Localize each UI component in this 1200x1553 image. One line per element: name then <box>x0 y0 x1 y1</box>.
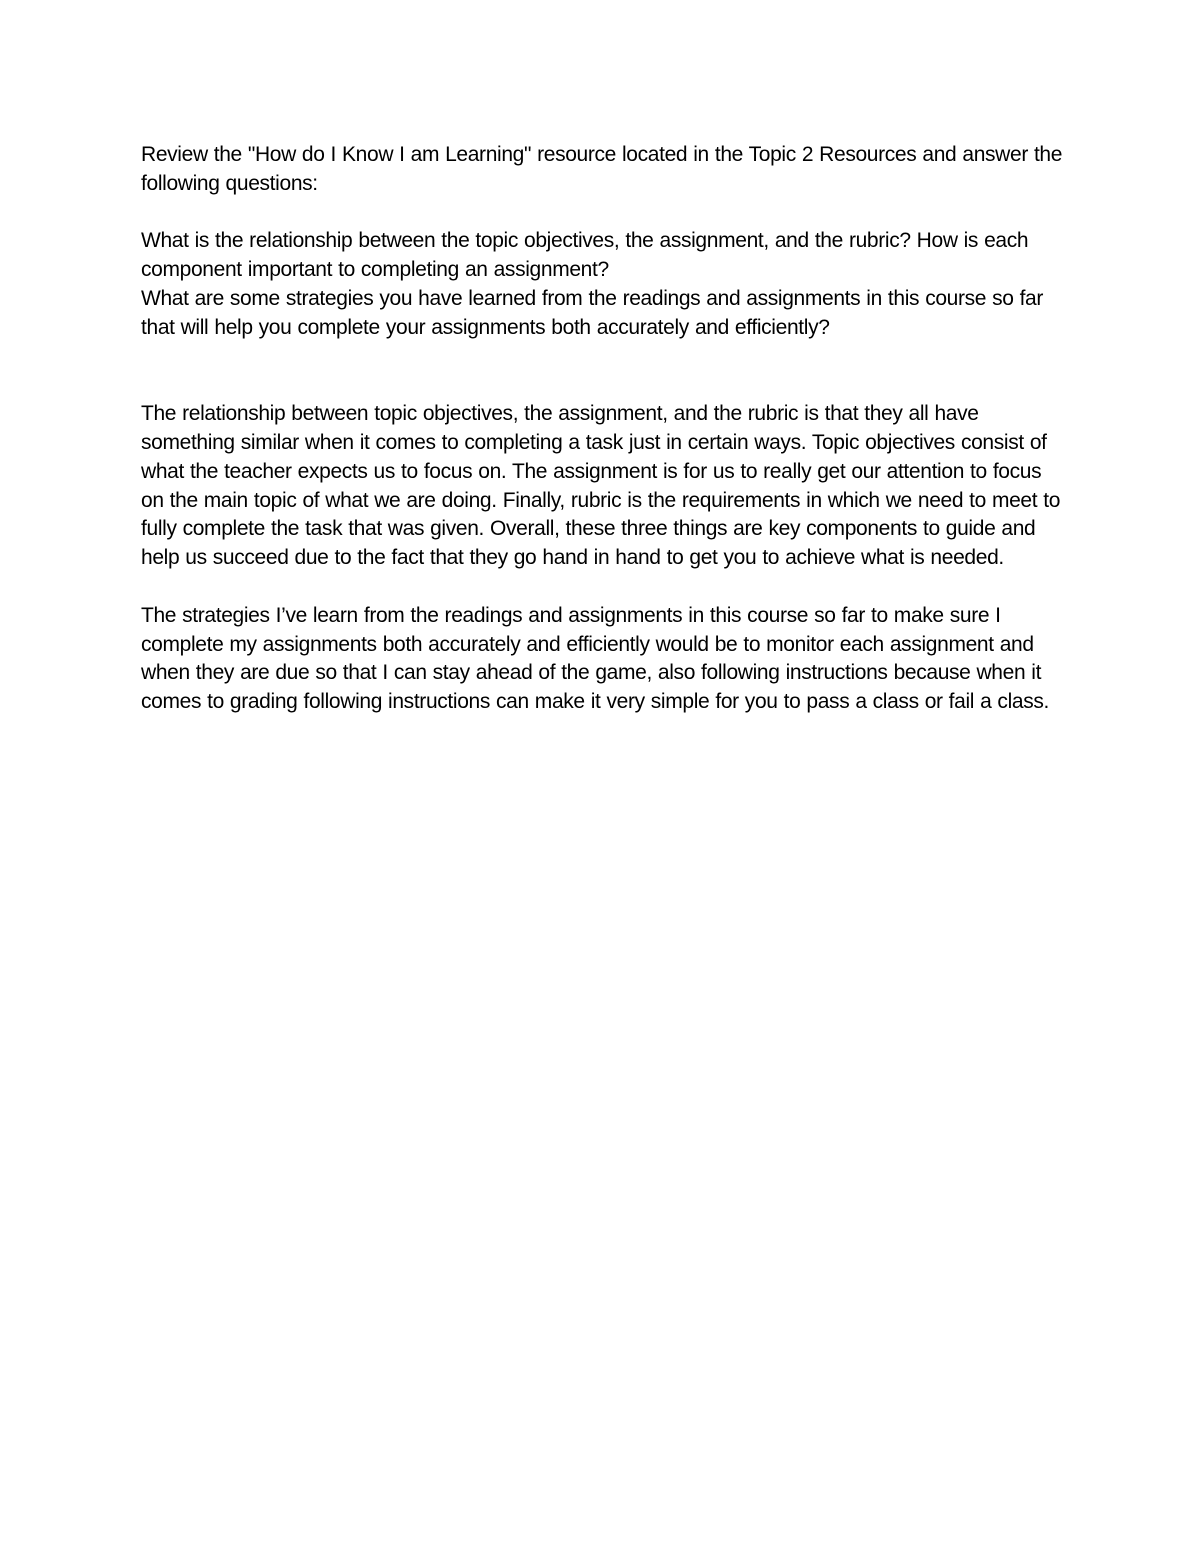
section-spacer <box>141 343 1066 401</box>
prompt-intro: Review the "How do I Know I am Learning" resource located in the Topic 2 Resources and answer the following questions: <box>141 143 1063 195</box>
paragraph-spacer <box>141 199 1066 228</box>
prompt-question-2: What are some strategies you have learned from the readings and assignments in this course so far that will help you complete your assignments both accurately and efficiently? <box>141 286 1044 339</box>
paragraph-spacer <box>141 573 1066 602</box>
answer-paragraph-1: The relationship between topic objectives, the assignment, and the rubric is that they all have something similar when it comes to completing a task just in certain ways. Topic objectives consist of what the teacher expects us to focus on. The assignment is for us to really get our attention to focus on the main topic of what we are doing. Finally, rubric is the requirements in which we need to meet to fully complete the task that was given. Overall, these three things are key components to guide and help us succeed due to the fact that they go hand in hand to get you to achieve what is needed. <box>141 402 1061 570</box>
answer-paragraph-2: The strategies I’ve learn from the readings and assignments in this course so far to make sure I complete my assignments both accurately and efficiently would be to monitor each assignment and when they are due so that I can stay ahead of the game, also following instructions because when it comes to grading following instructions can make it very simple for you to pass a class or fail a class. <box>141 603 1050 714</box>
document-body <box>141 141 1066 717</box>
prompt-question-1: What is the relationship between the topic objectives, the assignment, and the rubric? How is each component important to completing an assignment? <box>141 229 1029 282</box>
